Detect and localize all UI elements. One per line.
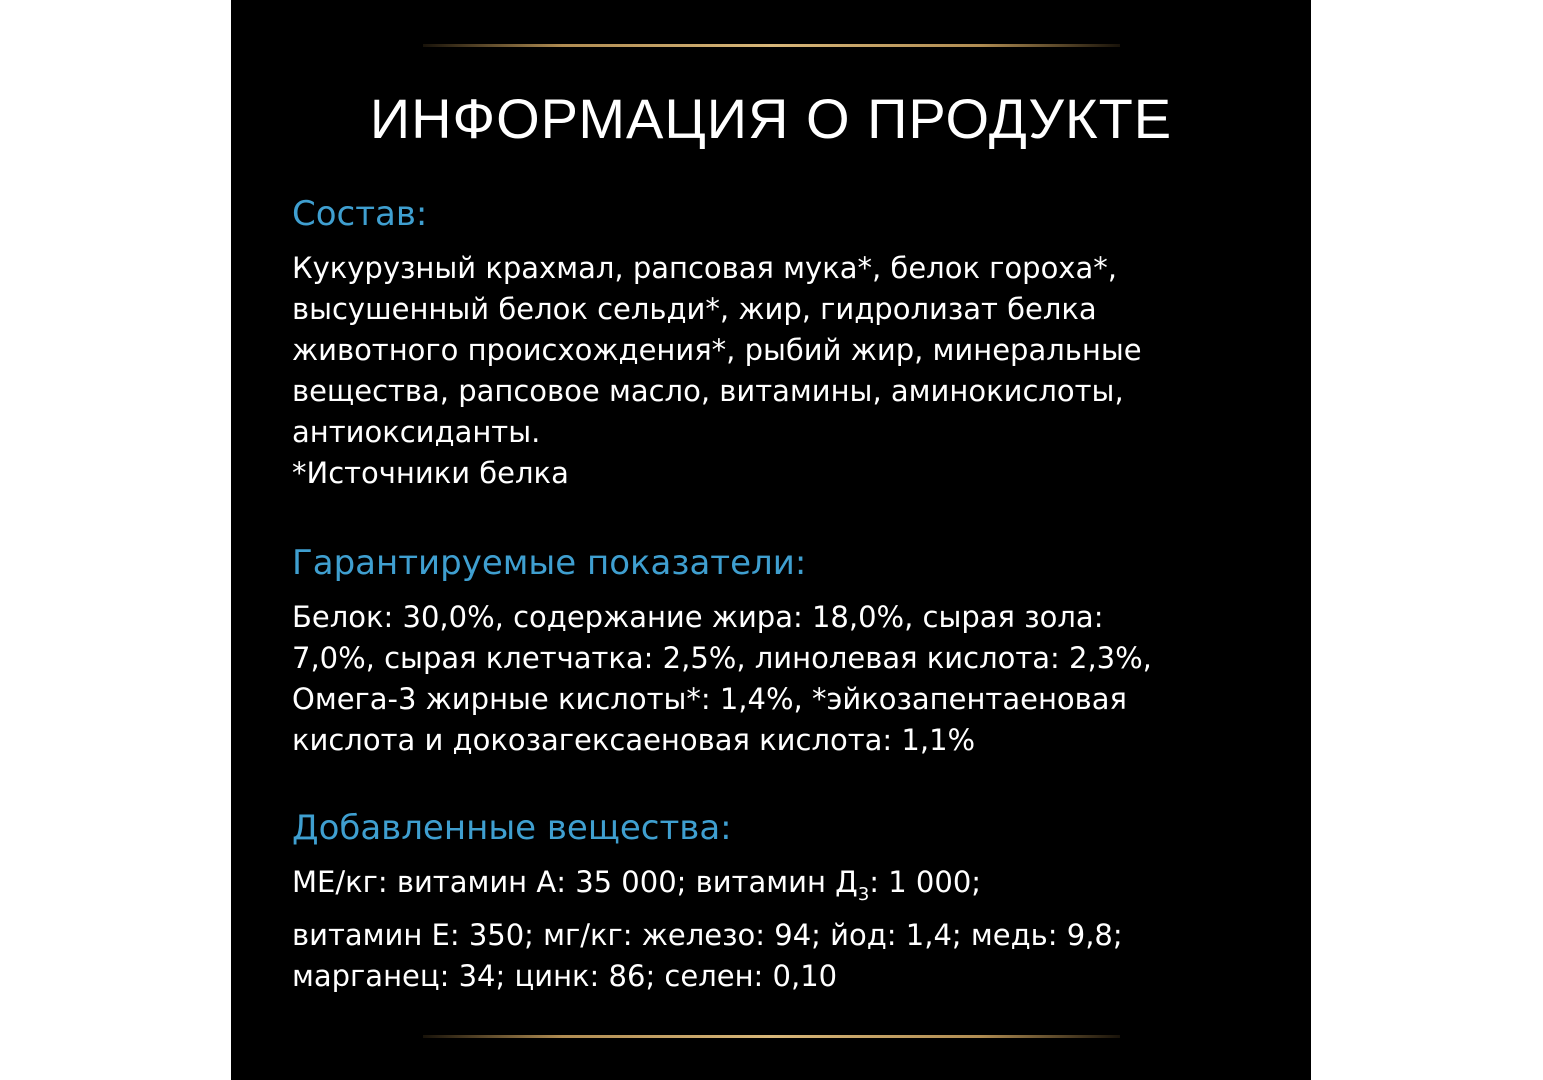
guaranteed-text [292, 597, 1252, 761]
product-info-panel [231, 0, 1311, 1080]
additives-line: витамин Е: 350; мг/кг: железо: 94; йод: 1,4; медь: 9,8; [292, 918, 1123, 952]
composition-text [292, 248, 1252, 494]
composition-footnote: *Источники белка [292, 456, 569, 490]
composition-line: высушенный белок сельди*, жир, гидролизат белка [292, 292, 1097, 326]
composition-heading: Состав: [292, 194, 428, 234]
guaranteed-line: 7,0%, сырая клетчатка: 2,5%, линолевая кислота: 2,3%, [292, 641, 1152, 675]
composition-section [292, 194, 1252, 494]
top-gold-divider [423, 44, 1120, 47]
composition-line: антиоксиданты. [292, 415, 541, 449]
composition-line: вещества, рапсовое масло, витамины, аминокислоты, [292, 374, 1124, 408]
guaranteed-line: Омега-3 жирные кислоты*: 1,4%, *эйкозапентаеновая [292, 682, 1127, 716]
additives-line1-end: : 1 000; [869, 865, 982, 899]
additives-line1-start: МЕ/кг: витамин А: 35 000; витамин Д [292, 865, 858, 899]
vitamin-d-subscript: 3 [857, 884, 870, 905]
composition-line: Кукурузный крахмал, рапсовая мука*, белок гороха*, [292, 251, 1117, 285]
additives-section [292, 808, 1252, 997]
guaranteed-line: Белок: 30,0%, содержание жира: 18,0%, сырая зола: [292, 600, 1104, 634]
guaranteed-heading: Гарантируемые показатели: [292, 543, 807, 583]
guaranteed-line: кислота и докозагексаеновая кислота: 1,1% [292, 723, 976, 757]
guaranteed-section [292, 543, 1252, 761]
additives-text [292, 862, 1252, 997]
additives-line: марганец: 34; цинк: 86; селен: 0,10 [292, 959, 838, 993]
bottom-gold-divider [423, 1035, 1120, 1038]
additives-line [292, 862, 1252, 915]
composition-line: животного происхождения*, рыбий жир, минеральные [292, 333, 1142, 367]
page-title: ИНФОРМАЦИЯ О ПРОДУКТЕ [369, 87, 1173, 150]
additives-heading: Добавленные вещества: [292, 808, 732, 848]
